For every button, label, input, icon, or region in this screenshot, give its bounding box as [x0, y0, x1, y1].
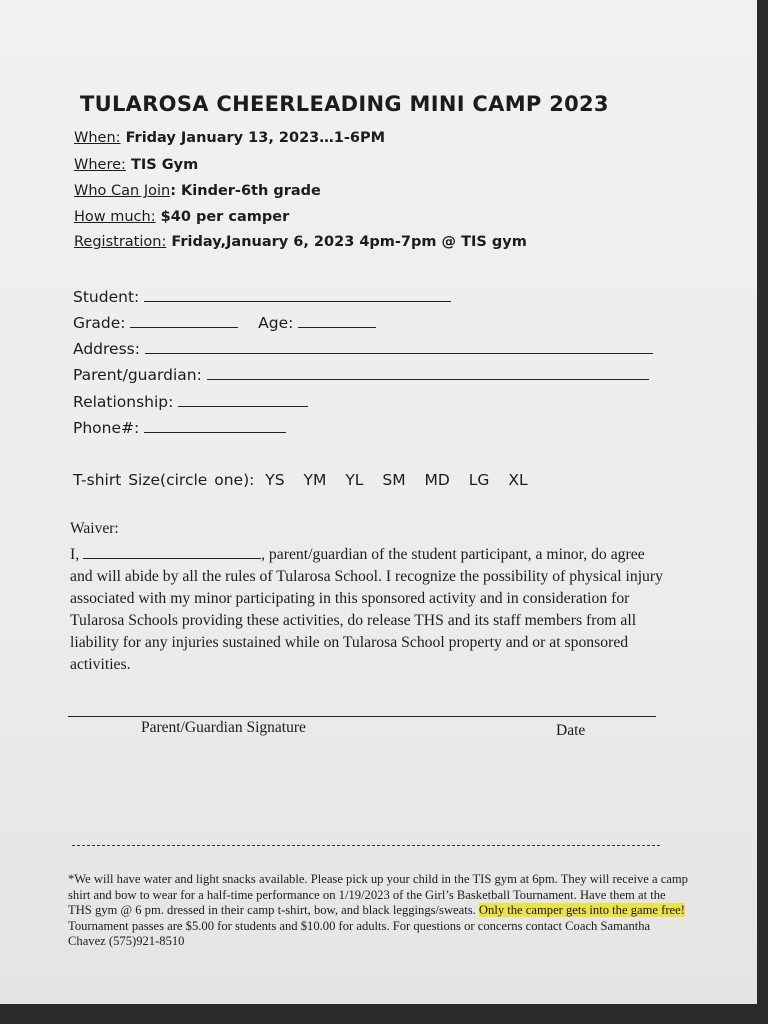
info-label: Who Can Join [74, 183, 171, 199]
info-label: When: [74, 130, 121, 146]
relationship-blank[interactable] [178, 392, 308, 407]
field-student [73, 287, 451, 306]
size-option[interactable]: YS [265, 471, 285, 489]
info-when [74, 130, 385, 146]
info-cost [74, 209, 289, 225]
grade-blank[interactable] [130, 313, 238, 328]
signature-line[interactable] [68, 716, 656, 717]
footnote-text: *We will have water and light snacks available. Please pick up your child in the TIS gym at 6pm. They will receive a camp shirt and bow to wear for a half-time performance on 1/19/2023 of the Girl’s Basketball Tournament. Have them at the THS gym @ 6 pm. dressed in their camp t-shirt, bow, and black leggings/sweats. [68, 872, 688, 917]
size-option[interactable]: YM [303, 471, 327, 489]
info-value: Friday,January 6, 2023 4pm-7pm @ TIS gym [166, 234, 527, 250]
address-blank[interactable] [145, 339, 653, 354]
date-label: Date [556, 722, 586, 739]
info-registration [74, 234, 527, 250]
cut-line [72, 845, 660, 846]
info-value: : Kinder-6th grade [170, 183, 321, 199]
field-label: Phone#: [73, 419, 140, 437]
field-label: Student: [73, 288, 140, 306]
field-label: Age: [258, 314, 294, 332]
info-label: Where: [74, 157, 126, 173]
info-value: $40 per camper [155, 209, 290, 225]
waiver-heading: Waiver: [70, 520, 119, 537]
age-blank[interactable] [298, 313, 376, 328]
field-address [73, 339, 653, 358]
field-grade-age [73, 313, 376, 332]
info-value: TIS Gym [125, 157, 199, 173]
size-option[interactable]: XL [508, 471, 528, 489]
signature-label: Parent/Guardian Signature [141, 719, 306, 736]
footnote-text: Tournament passes are $5.00 for students and $10.00 for adults. For questions or concerns contact Coach Samantha Chavez (575)921-8510 [68, 918, 651, 948]
info-where [74, 157, 198, 173]
flyer-title: TULAROSA CHEERLEADING MINI CAMP 2023 [80, 92, 609, 116]
tshirt-size-row [73, 471, 528, 489]
info-who [74, 183, 321, 199]
tshirt-label: T-shirt Size(circle one): [73, 471, 255, 489]
size-option[interactable]: YL [345, 471, 364, 489]
field-label: Address: [73, 340, 140, 358]
field-parent [73, 365, 649, 384]
info-label: How much: [74, 209, 156, 225]
phone-blank[interactable] [144, 418, 286, 433]
parent-blank[interactable] [207, 365, 649, 380]
highlighted-text: Only the camper gets into the game free! [478, 903, 685, 917]
field-relationship [73, 392, 308, 411]
size-option[interactable]: LG [468, 471, 490, 489]
field-label: Grade: [73, 314, 126, 332]
guardian-name-blank[interactable] [83, 546, 261, 559]
size-option[interactable]: SM [382, 471, 406, 489]
field-label: Parent/guardian: [73, 366, 202, 384]
student-blank[interactable] [144, 287, 451, 302]
field-phone [73, 418, 286, 437]
size-option[interactable]: MD [424, 471, 450, 489]
info-label: Registration: [74, 234, 167, 250]
footnote [68, 872, 688, 950]
waiver-body: , parent/guardian of the student participant, a minor, do agree and will abide by all the rules of Tularosa School. I recognize the possibility of physical injury associated with my minor participating in this sponsored activity and in consideration for Tularosa Schools providing these activities, do release THS and its staff members from all liability for any injuries sustained while on Tularosa School property and or at sponsored activities. [70, 546, 663, 673]
field-label: Relationship: [73, 393, 174, 411]
waiver-start: I, [70, 546, 80, 563]
waiver-text [70, 544, 670, 676]
info-value: Friday January 13, 2023…1-6PM [120, 130, 386, 146]
